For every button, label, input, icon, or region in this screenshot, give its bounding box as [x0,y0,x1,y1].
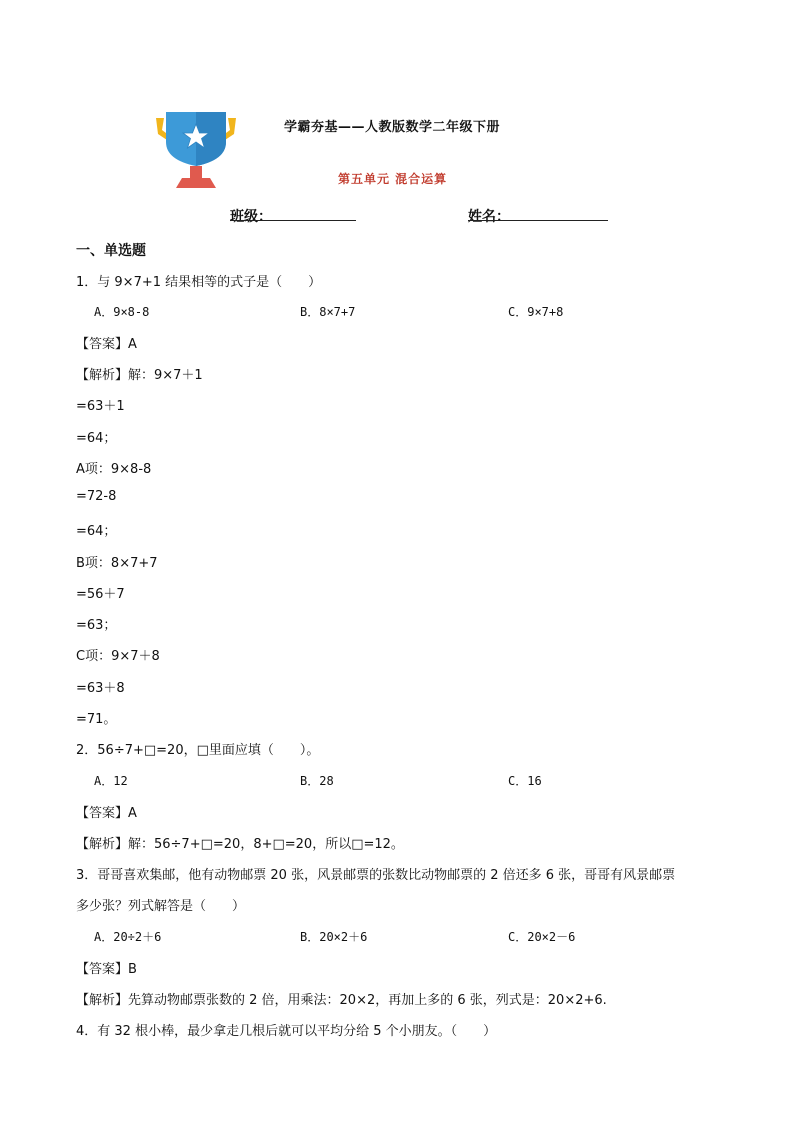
q2-analysis-line: 【解析】解：56÷7+□=20，8+□=20，所以□=12。 [76,837,404,852]
q3-choice-b: B．20×2＋6 [300,930,368,944]
q1-analysis-line: =63＋8 [76,681,125,696]
question-2-stem: 2．56÷7+□=20，□里面应填（ ）。 [76,743,320,758]
q1-answer: 【答案】A [76,337,137,352]
q1-analysis-line: =71。 [76,712,117,727]
q1-analysis-line: =63； [76,618,117,633]
q1-choice-c: C．9×7+8 [508,305,564,319]
class-blank [230,206,356,221]
q1-analysis-line: =56＋7 [76,587,125,602]
q2-choice-c: C．16 [508,774,542,788]
q3-answer: 【答案】B [76,962,137,977]
q1-analysis-line: =64； [76,524,117,539]
q3-choice-c: C．20×2－6 [508,930,576,944]
question-3-stem-line: 多少张？列式解答是（ ） [76,899,246,914]
document-subtitle-clip [338,170,448,186]
q1-analysis-line: =63＋1 [76,399,125,414]
question-1-stem: 1．与 9×7+1 结果相等的式子是（ ） [76,275,322,290]
q1-choice-b: B．8×7+7 [300,305,356,319]
class-label: 班级： [230,209,272,225]
q2-choice-b: B．28 [300,774,334,788]
document-subtitle: 第五单元 混合运算 [338,172,448,186]
question-3-stem-line: 3．哥哥喜欢集邮，他有动物邮票 20 张，风景邮票的张数比动物邮票的 2 倍还多 6 张，哥哥有风景邮票 [76,868,676,883]
q3-choice-a: A．20÷2＋6 [94,930,162,944]
q1-analysis-line: =64； [76,431,117,446]
question-4-stem: 4．有 32 根小棒，最少拿走几根后就可以平均分给 5 个小朋友。（ ） [76,1024,497,1039]
name-blank [468,206,608,221]
trophy-icon [150,108,242,190]
document-title: 学霸夯基——人教版数学二年级下册 [284,120,501,135]
q1-analysis-line: =72-8 [76,489,117,504]
q1-analysis-line: C项：9×7＋8 [76,649,160,664]
section-title: 一、单选题 [76,243,146,259]
q1-choice-a: A．9×8-8 [94,305,150,319]
class-field [230,206,272,226]
name-field [468,206,510,226]
q1-analysis-line: 【解析】解：9×7＋1 [76,368,203,383]
q2-answer: 【答案】A [76,806,137,821]
q1-analysis-line: A项：9×8-8 [76,462,152,477]
q1-analysis-line: B项：8×7+7 [76,556,158,571]
name-label: 姓名： [468,209,510,225]
q3-analysis-line: 【解析】先算动物邮票张数的 2 倍，用乘法：20×2，再加上多的 6 张，列式是：20×2+6. [76,993,607,1008]
q2-choice-a: A．12 [94,774,128,788]
